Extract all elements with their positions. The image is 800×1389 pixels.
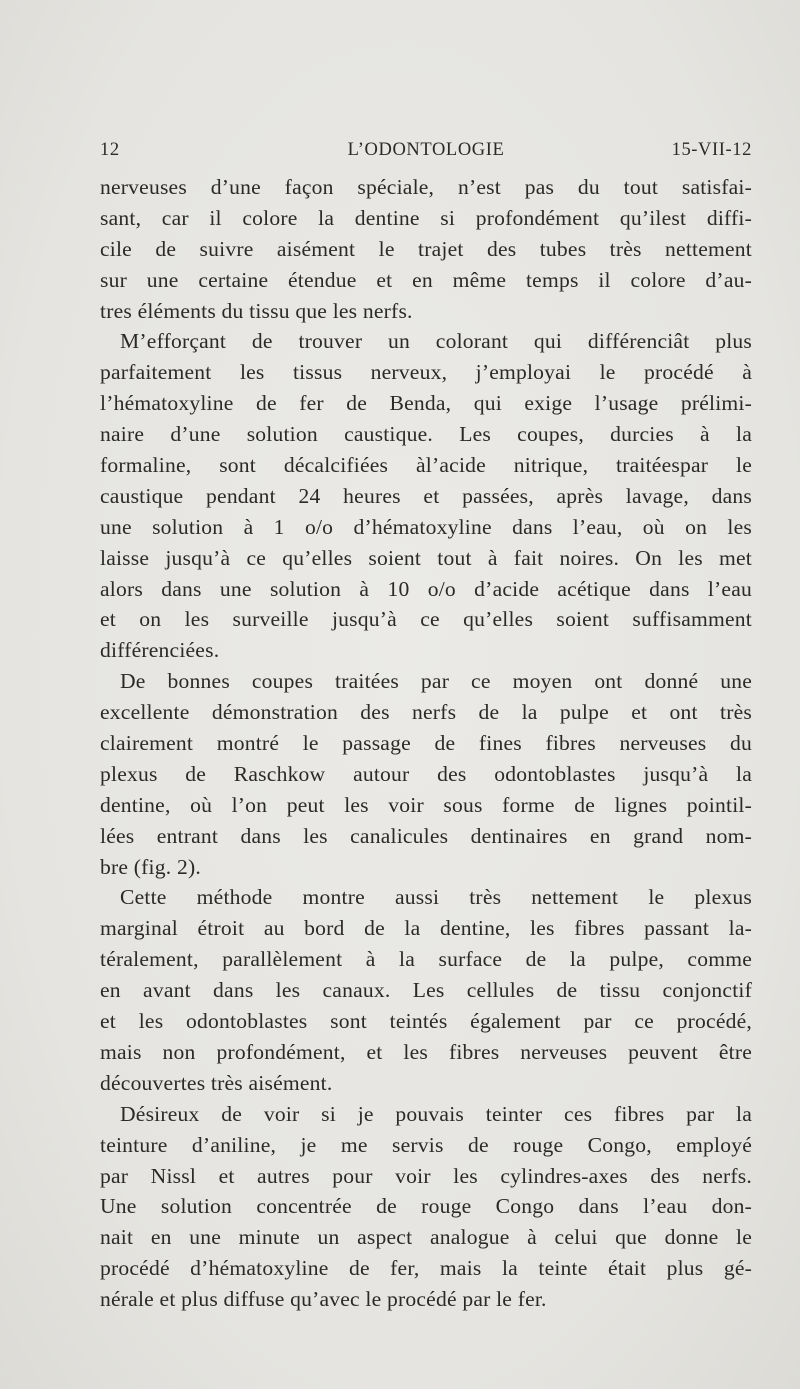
text-line: lées entrant dans les canalicules dentinaires en grand nom- <box>100 823 752 848</box>
body-text <box>100 172 752 1315</box>
text-line: nait en une minute un aspect analogue à celui que donne le <box>100 1225 752 1250</box>
text-line: Désireux de voir si je pouvais teinter ces fibres par la <box>120 1101 752 1126</box>
text-line: différenciées. <box>100 638 220 663</box>
text-line: nérale et plus diffuse qu’avec le procédé par le fer. <box>100 1287 547 1312</box>
text-line: marginal étroit au bord de la dentine, les fibres passant la- <box>100 916 752 941</box>
paragraph-congo-red <box>100 1099 752 1315</box>
text-line: dentine, où l’on peut les voir sous forme de lignes pointil- <box>100 792 752 817</box>
text-line: en avant dans les canaux. Les cellules de tissu conjonctif <box>100 978 752 1003</box>
text-line: cile de suivre aisément le trajet des tubes très nettement <box>100 236 752 261</box>
issue-date: 15-VII-12 <box>671 140 752 160</box>
paragraph-marginal-plexus <box>100 882 752 1098</box>
text-line: téralement, parallèlement à la surface de la pulpe, comme <box>100 947 752 972</box>
text-line: M’efforçant de trouver un colorant qui différenciât plus <box>120 329 752 354</box>
text-line: parfaitement les tissus nerveux, j’employai le procédé à <box>100 360 752 385</box>
text-line: naire d’une solution caustique. Les coupes, durcies à la <box>100 422 752 447</box>
text-line: et on les surveille jusqu’à ce qu’elles soient suffisamment <box>100 607 752 632</box>
text-line: l’hématoxyline de fer de Benda, qui exige l’usage prélimi- <box>100 391 752 416</box>
text-line: alors dans une solution à 10 o/o d’acide acétique dans l’eau <box>100 576 752 601</box>
text-line: procédé d’hématoxyline de fer, mais la teinte était plus gé- <box>100 1256 752 1281</box>
running-title: L’ODONTOLOGIE <box>347 140 505 160</box>
text-line: plexus de Raschkow autour des odontoblastes jusqu’à la <box>100 761 752 786</box>
paragraph-continuation <box>100 172 752 326</box>
text-line: par Nissl et autres pour voir les cylindres-axes des nerfs. <box>100 1163 752 1188</box>
text-line: teinture d’aniline, je me servis de rouge Congo, employé <box>100 1132 752 1157</box>
text-line: Une solution concentrée de rouge Congo dans l’eau don- <box>100 1194 752 1219</box>
text-line: découvertes très aisément. <box>100 1070 333 1095</box>
text-line: une solution à 1 o/o d’hématoxyline dans l’eau, où on les <box>100 514 752 539</box>
paragraph-results <box>100 666 752 882</box>
text-line: et les odontoblastes sont teintés également par ce procédé, <box>100 1009 752 1034</box>
text-line: nerveuses d’une façon spéciale, n’est pas du tout satisfai- <box>100 175 752 199</box>
running-header <box>100 140 752 166</box>
text-line: caustique pendant 24 heures et passées, après lavage, dans <box>100 483 752 508</box>
text-line: Cette méthode montre aussi très nettement le plexus <box>120 885 752 910</box>
text-line: bre (fig. 2). <box>100 854 201 879</box>
text-line: sant, car il colore la dentine si profondément qu’ilest diffi- <box>100 205 752 230</box>
page-number: 12 <box>100 140 120 160</box>
text-line: laisse jusqu’à ce qu’elles soient tout à fait noires. On les met <box>100 545 752 570</box>
text-line: formaline, sont décalcifiées àl’acide nitrique, traitéespar le <box>100 453 752 478</box>
text-line: clairement montré le passage de fines fibres nerveuses du <box>100 731 752 756</box>
paragraph-benda-method <box>100 326 752 666</box>
text-line: tres éléments du tissu que les nerfs. <box>100 298 413 323</box>
text-line: sur une certaine étendue et en même temps il colore d’au- <box>100 267 752 292</box>
text-line: mais non profondément, et les fibres nerveuses peuvent être <box>100 1039 752 1064</box>
text-line: excellente démonstration des nerfs de la pulpe et ont très <box>100 700 752 725</box>
text-line: De bonnes coupes traitées par ce moyen ont donné une <box>120 669 752 694</box>
